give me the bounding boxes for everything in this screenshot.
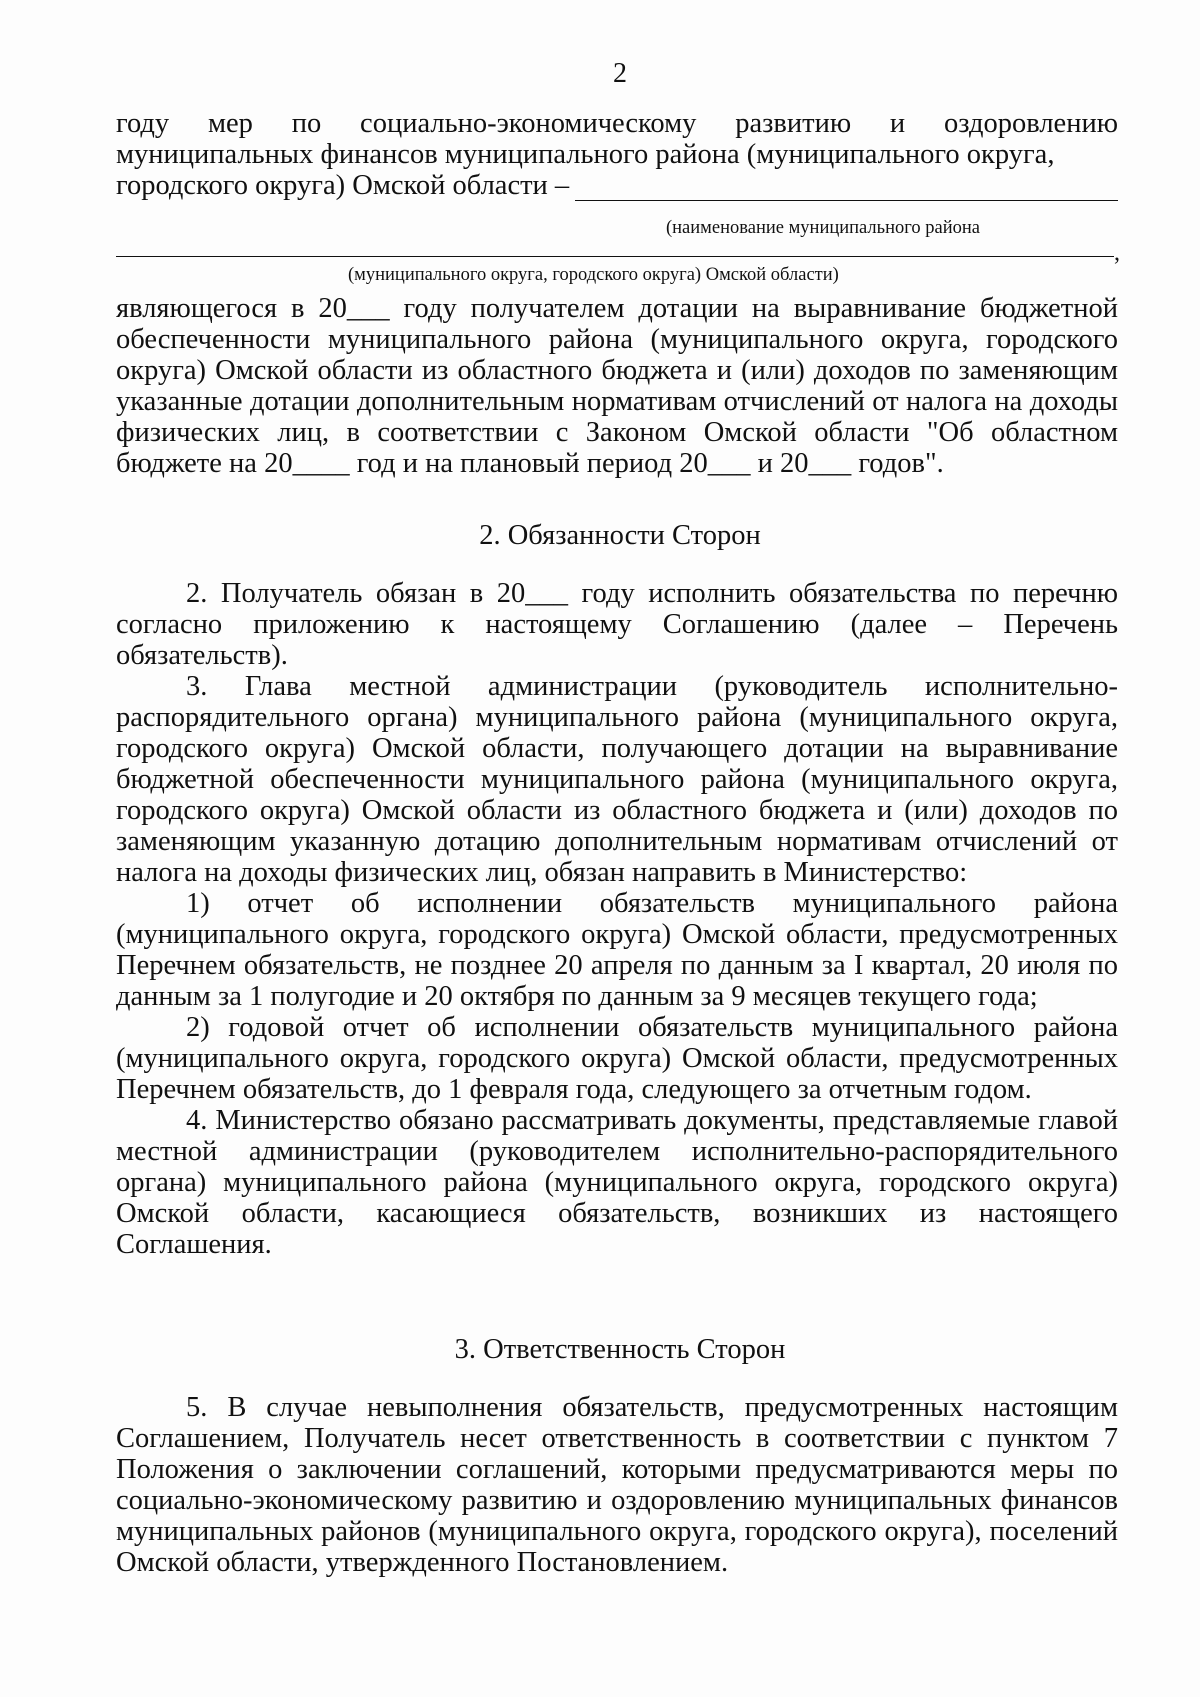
fill-in-line-name xyxy=(575,176,1118,201)
section-heading-responsibility: 3. Ответственность Сторон xyxy=(454,1334,786,1365)
paragraph-4: 4. Министерство обязано рассматривать документы, представляемые главой местной администрации (руководителем исполнительно-распорядительного органа) муниципального района (муниципального округа, городского округа) Омской области, касающиеся обязательств, возникших из настоящего Соглашения. xyxy=(116,1105,1118,1260)
intro-line1: году мер по социально-экономическому развитию и оздоровлению муниципальных финансов муниципального района (муниципального округа, xyxy=(116,108,1118,170)
paragraph-3: 3. Глава местной администрации (руководитель исполнительно-распорядительного органа) муниципального района (муниципального округа, городского округа) Омской области, получающего дотации на выравнивание бюджетной обеспеченности муниципального района (муниципального округа, городского округа) Омской области из областного бюджета и (или) доходов по заменяющим указанную дотацию дополнительным нормативам отчислений от налога на доходы физических лиц, обязан направить в Министерство: xyxy=(116,671,1118,888)
intro-body-text: являющегося в 20___ году получателем дотации на выравнивание бюджетной обеспеченности муниципального района (муниципального округа, городского округа) Омской области из областного бюджета и (или) доходов по заменяющим указанные дотации дополнительным нормативам отчислений от налога на доходы физических лиц, в соответствии с Законом Омской области "Об областном бюджете на 20____ год и на плановый период 20___ и 20___ годов". xyxy=(116,293,1118,479)
section-heading-obligations: 2. Обязанности Сторон xyxy=(479,520,761,551)
paragraph-3-item-2: 2) годовой отчет об исполнении обязательств муниципального района (муниципального округа, городского округа) Омской области, предусмотренных Перечнем обязательств, до 1 февраля года, следующего за отчетным годом. xyxy=(116,1012,1118,1105)
caption-municipality-name: (наименование муниципального района xyxy=(666,218,980,238)
intro-line2 xyxy=(116,170,1118,201)
intro-block xyxy=(116,108,1118,201)
line-end-comma: , xyxy=(1114,240,1120,266)
intro-body xyxy=(116,293,1118,479)
fill-in-line-continued xyxy=(116,256,1114,257)
intro-line2-prefix: городского округа) Омской области – xyxy=(116,170,570,201)
paragraph-2: 2. Получатель обязан в 20___ году исполнить обязательства по перечню согласно приложению к настоящему Соглашению (далее – Перечень обязательств). xyxy=(116,578,1118,671)
caption-municipality-type: (муниципального округа, городского округа) Омской области) xyxy=(348,265,839,285)
section2-body xyxy=(116,578,1118,1260)
page-number: 2 xyxy=(613,58,627,89)
paragraph-3-item-1: 1) отчет об исполнении обязательств муниципального района (муниципального округа, городского округа) Омской области, предусмотренных Перечнем обязательств, не позднее 20 апреля по данным за I квартал, 20 июля по данным за 1 полугодие и 20 октября по данным за 9 месяцев текущего года; xyxy=(116,888,1118,1012)
paragraph-5: 5. В случае невыполнения обязательств, предусмотренных настоящим Соглашением, Получатель несет ответственность в соответствии с пунктом 7 Положения о заключении соглашений, которыми предусматриваются меры по социально-экономическому развитию и оздоровлению муниципальных финансов муниципальных районов (муниципального округа, городского округа), поселений Омской области, утвержденного Постановлением. xyxy=(116,1392,1118,1578)
section3-body xyxy=(116,1392,1118,1578)
